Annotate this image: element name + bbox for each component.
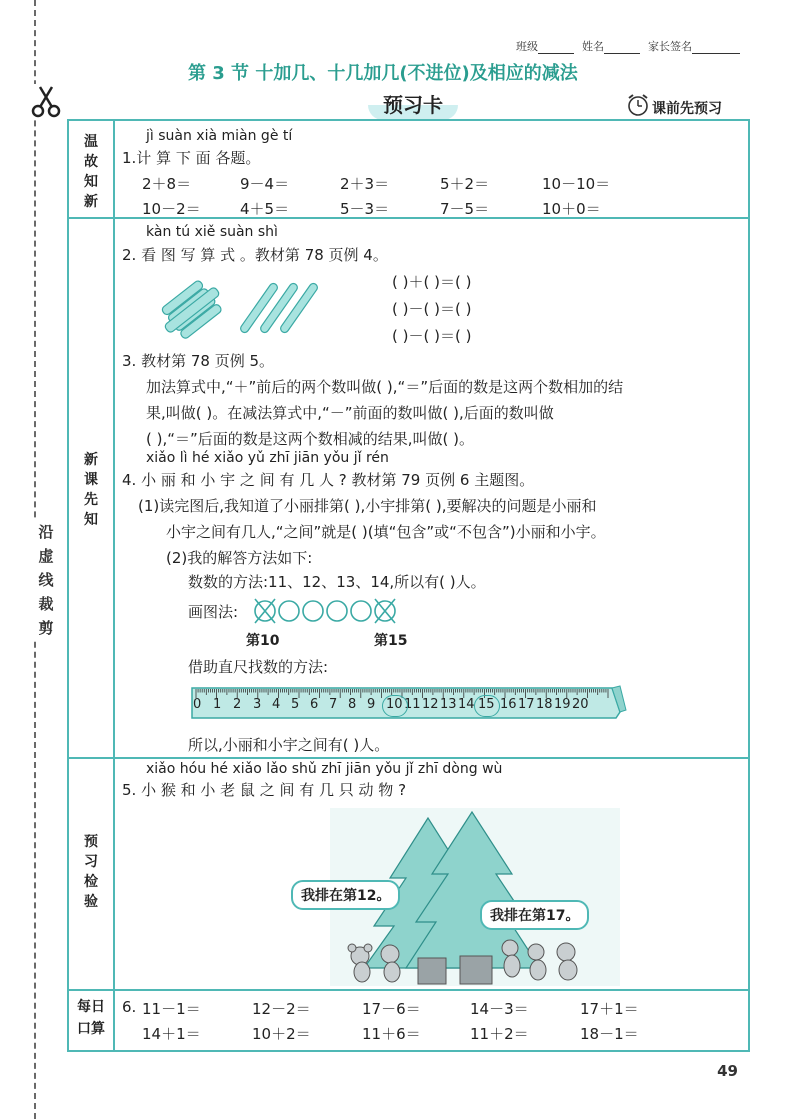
q1-item: 9－4＝ (240, 175, 290, 193)
circles-drawing (252, 596, 412, 626)
ruler-number: 15 (478, 697, 495, 712)
cut-along-line-text: 沿 虚 线 裁 剪 (34, 520, 58, 640)
q4-conclusion: 所以,小丽和小宇之间有( )人。 (188, 736, 390, 754)
card-title: 预习卡 (368, 90, 458, 120)
ruler-number: 18 (536, 697, 553, 712)
ruler-circle-10 (382, 695, 408, 717)
q1-item: 7－5＝ (440, 200, 490, 218)
q2-blank-equation[interactable]: ( )－( )＝( ) (392, 300, 472, 318)
q4-count-method: 数数的方法:11、12、13、14,所以有( )人。 (188, 573, 486, 591)
card-subtitle: 课前先预习 (652, 101, 722, 117)
q6-item: 17＋1＝ (580, 1000, 639, 1018)
ruler-number: 17 (518, 697, 535, 712)
parent-sign-label: 家长签名 (648, 40, 692, 53)
q1-item: 5＋2＝ (440, 175, 490, 193)
ruler-number: 1 (213, 697, 222, 712)
scissors-icon (28, 84, 64, 120)
row-label-new-lesson: 新 课 先 知 (84, 452, 98, 528)
row-label-review: 温 故 知 新 (84, 134, 98, 210)
column-divider (113, 119, 115, 1052)
q4-mark-15: 第15 (374, 633, 408, 649)
row-divider (67, 757, 750, 759)
ruler-circle-15 (474, 695, 500, 717)
q2-stem: 2. 看 图 写 算 式 。教材第 78 页例 4。 (122, 246, 388, 264)
class-label: 班级 (516, 40, 538, 53)
q4-part1-line: 小宇之间有几人,“之间”就是( )(填“包含”或“不包含”)小丽和小宇。 (166, 523, 606, 541)
q6-item: 10＋2＝ (252, 1025, 311, 1043)
row-label-daily-mental-math: 每日 口算 (77, 999, 105, 1037)
q1-item: 10－2＝ (142, 200, 201, 218)
q3-stem: 3. 教材第 78 页例 5。 (122, 352, 275, 370)
alarm-clock-icon (625, 92, 651, 118)
parent-sign-blank[interactable] (692, 42, 740, 54)
name-blank[interactable] (604, 42, 640, 54)
q2-pinyin: kàn tú xiě suàn shì (146, 224, 278, 240)
ruler-number: 4 (272, 697, 281, 712)
q1-pinyin: jì suàn xià miàn gè tí (146, 128, 293, 144)
class-blank[interactable] (538, 42, 574, 54)
ruler-number: 13 (440, 697, 457, 712)
ruler-number: 11 (404, 697, 421, 712)
speech-bubble-right: 我排在第17。 (480, 900, 589, 930)
q6-item: 12－2＝ (252, 1000, 311, 1018)
student-info-line (516, 38, 748, 54)
q5-pinyin: xiǎo hóu hé xiǎo lǎo shǔ zhī jiān yǒu jǐ zhī dòng wù (146, 761, 503, 777)
q4-part1-line: (1)读完图后,我知道了小丽排第( ),小宇排第( ),要解决的问题是小丽和 (138, 497, 597, 515)
sticks-illustration (158, 270, 318, 350)
ruler-number: 10 (386, 697, 403, 712)
page-number: 49 (717, 1062, 738, 1080)
ruler-number: 19 (554, 697, 571, 712)
q2-blank-equation[interactable]: ( )－( )＝( ) (392, 327, 472, 345)
q6-item: 11＋6＝ (362, 1025, 421, 1043)
q1-item: 10－10＝ (542, 175, 611, 193)
q6-label: 6. (122, 998, 137, 1016)
q1-item: 4＋5＝ (240, 200, 290, 218)
ruler-number: 5 (291, 697, 300, 712)
q5-stem: 5. 小 猴 和 小 老 鼠 之 间 有 几 只 动 物 ? (122, 781, 407, 799)
q1-item: 10＋0＝ (542, 200, 601, 218)
q4-ruler-method: 借助直尺找数的方法: (188, 658, 329, 676)
q1-item: 2＋8＝ (142, 175, 192, 193)
ruler-number: 3 (253, 697, 262, 712)
ruler-number: 0 (193, 697, 202, 712)
q4-draw-method: 画图法: (188, 603, 239, 621)
q1-item: 2＋3＝ (340, 175, 390, 193)
q6-item: 11－1＝ (142, 1000, 201, 1018)
ruler-number: 8 (348, 697, 357, 712)
row-label-preview-check: 预 习 检 验 (84, 834, 98, 910)
ruler-number: 20 (572, 697, 589, 712)
q4-pinyin: xiǎo lì hé xiǎo yǔ zhī jiān yǒu jǐ rén (146, 450, 389, 466)
ruler-number: 16 (500, 697, 517, 712)
ruler-number: 6 (310, 697, 319, 712)
q6-item: 14＋1＝ (142, 1025, 201, 1043)
q1-stem: 1.计 算 下 面 各题。 (122, 149, 261, 167)
ruler-number: 12 (422, 697, 439, 712)
q6-item: 17－6＝ (362, 1000, 421, 1018)
q4-stem: 4. 小 丽 和 小 宇 之 间 有 几 人 ? 教材第 79 页例 6 主题图。 (122, 471, 535, 489)
name-label: 姓名 (582, 40, 604, 53)
section-title: 第 3 节 十加几、十几加几(不进位)及相应的减法 (188, 63, 578, 84)
row-divider (67, 989, 750, 991)
ruler-number: 7 (329, 697, 338, 712)
q6-item: 14－3＝ (470, 1000, 529, 1018)
q4-part2-title: (2)我的解答方法如下: (166, 549, 313, 567)
q3-line: 果,叫做( )。在减法算式中,“－”前面的数叫做( ),后面的数叫做 (146, 404, 554, 422)
ruler-number: 9 (367, 697, 376, 712)
q3-line: ( ),“＝”后面的数是这两个数相减的结果,叫做( )。 (146, 430, 475, 448)
q3-line: 加法算式中,“＋”前后的两个数叫做( ),“＝”后面的数是这两个数相加的结 (146, 378, 624, 396)
q1-item: 5－3＝ (340, 200, 390, 218)
q6-item: 18－1＝ (580, 1025, 639, 1043)
ruler-number: 2 (233, 697, 242, 712)
speech-bubble-left: 我排在第12。 (291, 880, 400, 910)
q4-mark-10: 第10 (246, 633, 280, 649)
ruler-number: 14 (458, 697, 475, 712)
q2-blank-equation[interactable]: ( )＋( )＝( ) (392, 273, 472, 291)
q6-item: 11＋2＝ (470, 1025, 529, 1043)
